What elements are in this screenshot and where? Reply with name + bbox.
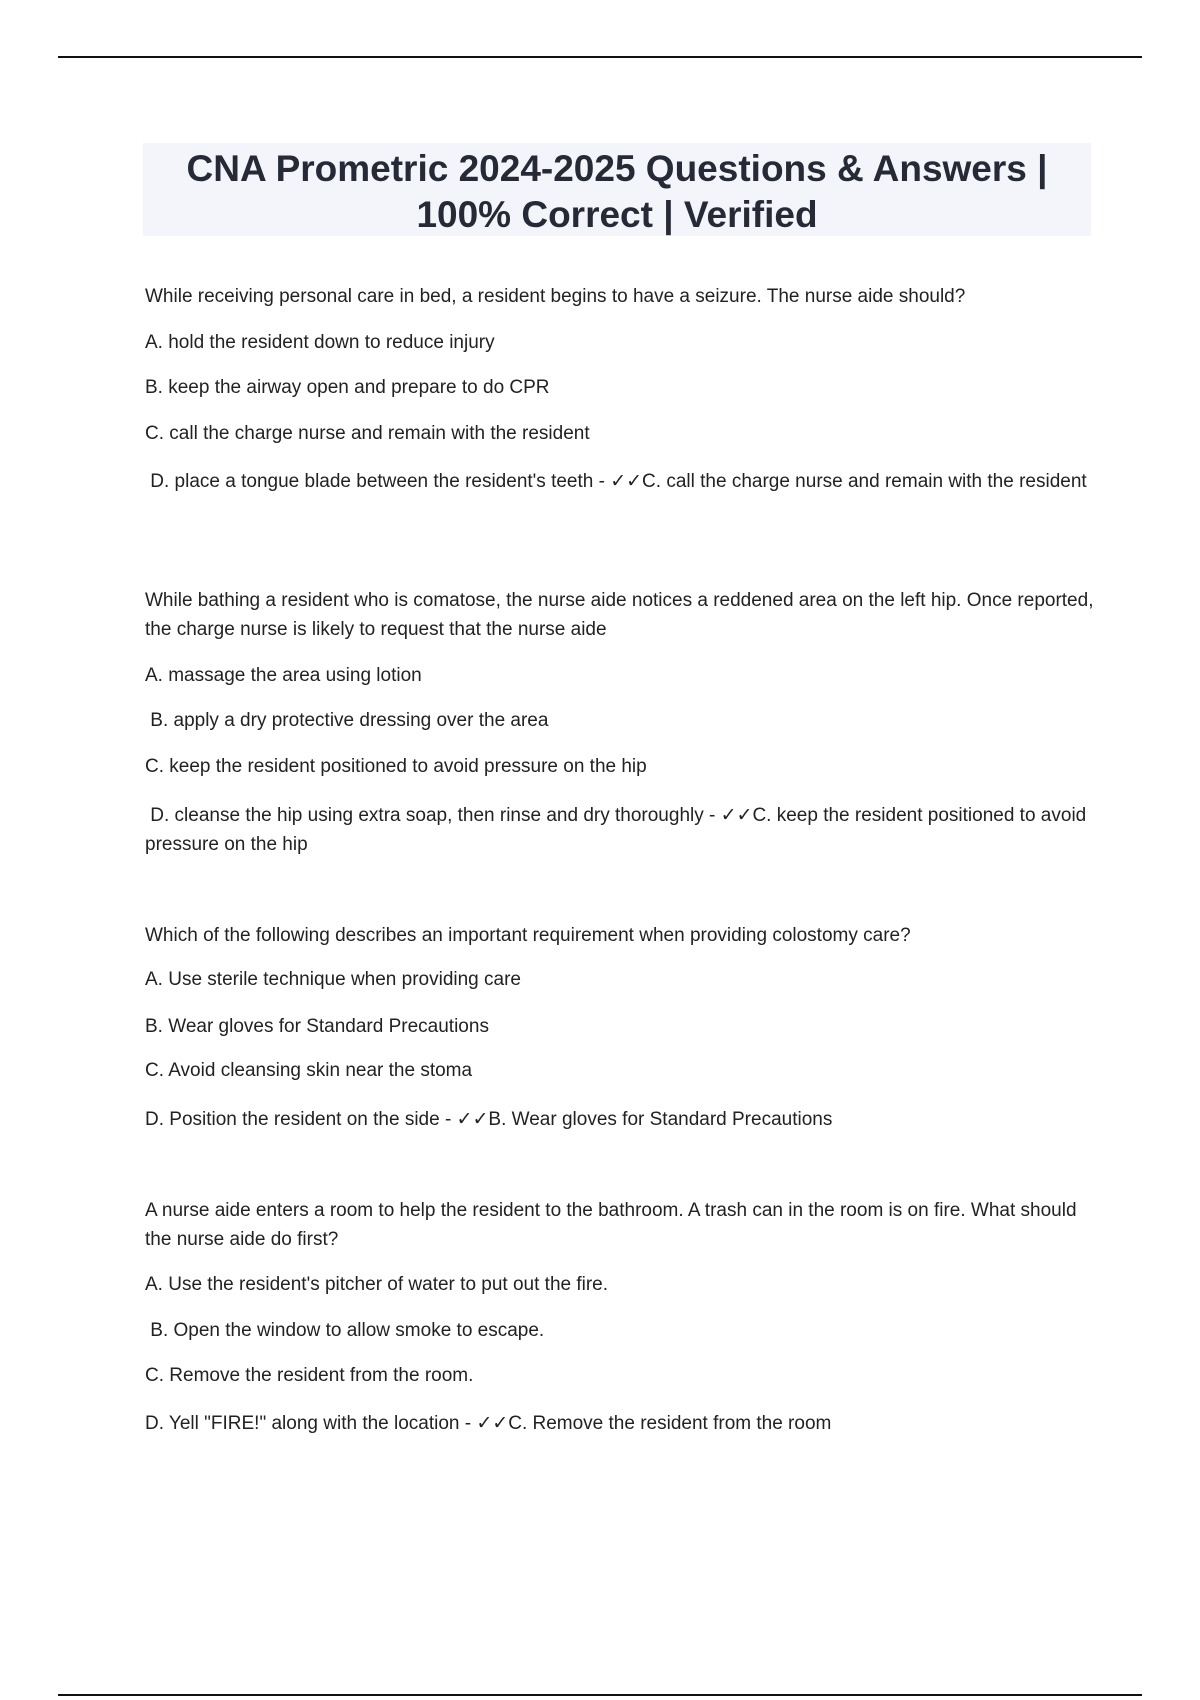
q1-option-c: C. call the charge nurse and remain with the resident <box>145 423 590 444</box>
q4-option-d-answer: D. Yell "FIRE!" along with the location - ✓✓C. Remove the resident from the room <box>145 1413 832 1434</box>
q4-option-b: B. Open the window to allow smoke to escape. <box>145 1320 545 1341</box>
q2-option-c: C. keep the resident positioned to avoid pressure on the hip <box>145 756 647 777</box>
q2-option-a: A. massage the area using lotion <box>145 665 422 686</box>
q2-option-d-answer: D. cleanse the hip using extra soap, then rinse and dry thoroughly - ✓✓C. keep the resident positioned to avoid pressure on the hip <box>145 805 1092 855</box>
q1-option-d-answer: D. place a tongue blade between the resident's teeth - ✓✓C. call the charge nurse and remain with the resident <box>145 471 1087 492</box>
question-3: Which of the following describes an important requirement when providing colostomy care? <box>145 925 911 946</box>
q4-option-c: C. Remove the resident from the room. <box>145 1365 474 1386</box>
q2-option-b: B. apply a dry protective dressing over the area <box>145 710 549 731</box>
q1-option-b: B. keep the airway open and prepare to do CPR <box>145 377 550 398</box>
question-2: While bathing a resident who is comatose, the nurse aide notices a reddened area on the left hip. Once reported, the charge nurse is likely to request that the nurse aide <box>145 590 1099 640</box>
q3-option-c: C. Avoid cleansing skin near the stoma <box>145 1060 473 1081</box>
document-title: CNA Prometric 2024-2025 Questions & Answers | 100% Correct | Verified <box>186 148 1048 235</box>
q1-option-a: A. hold the resident down to reduce injury <box>145 332 495 353</box>
bottom-rule <box>58 1694 1142 1696</box>
q3-option-a: A. Use sterile technique when providing care <box>145 969 521 990</box>
q4-option-a: A. Use the resident's pitcher of water to put out the fire. <box>145 1274 609 1295</box>
top-rule <box>58 56 1142 58</box>
question-4: A nurse aide enters a room to help the resident to the bathroom. A trash can in the room is on fire. What should the nurse aide do first? <box>145 1200 1082 1250</box>
question-1: While receiving personal care in bed, a resident begins to have a seizure. The nurse aide should? <box>145 286 966 307</box>
q3-option-d-answer: D. Position the resident on the side - ✓✓B. Wear gloves for Standard Precautions <box>145 1109 833 1130</box>
q3-option-b: B. Wear gloves for Standard Precautions <box>145 1016 489 1037</box>
